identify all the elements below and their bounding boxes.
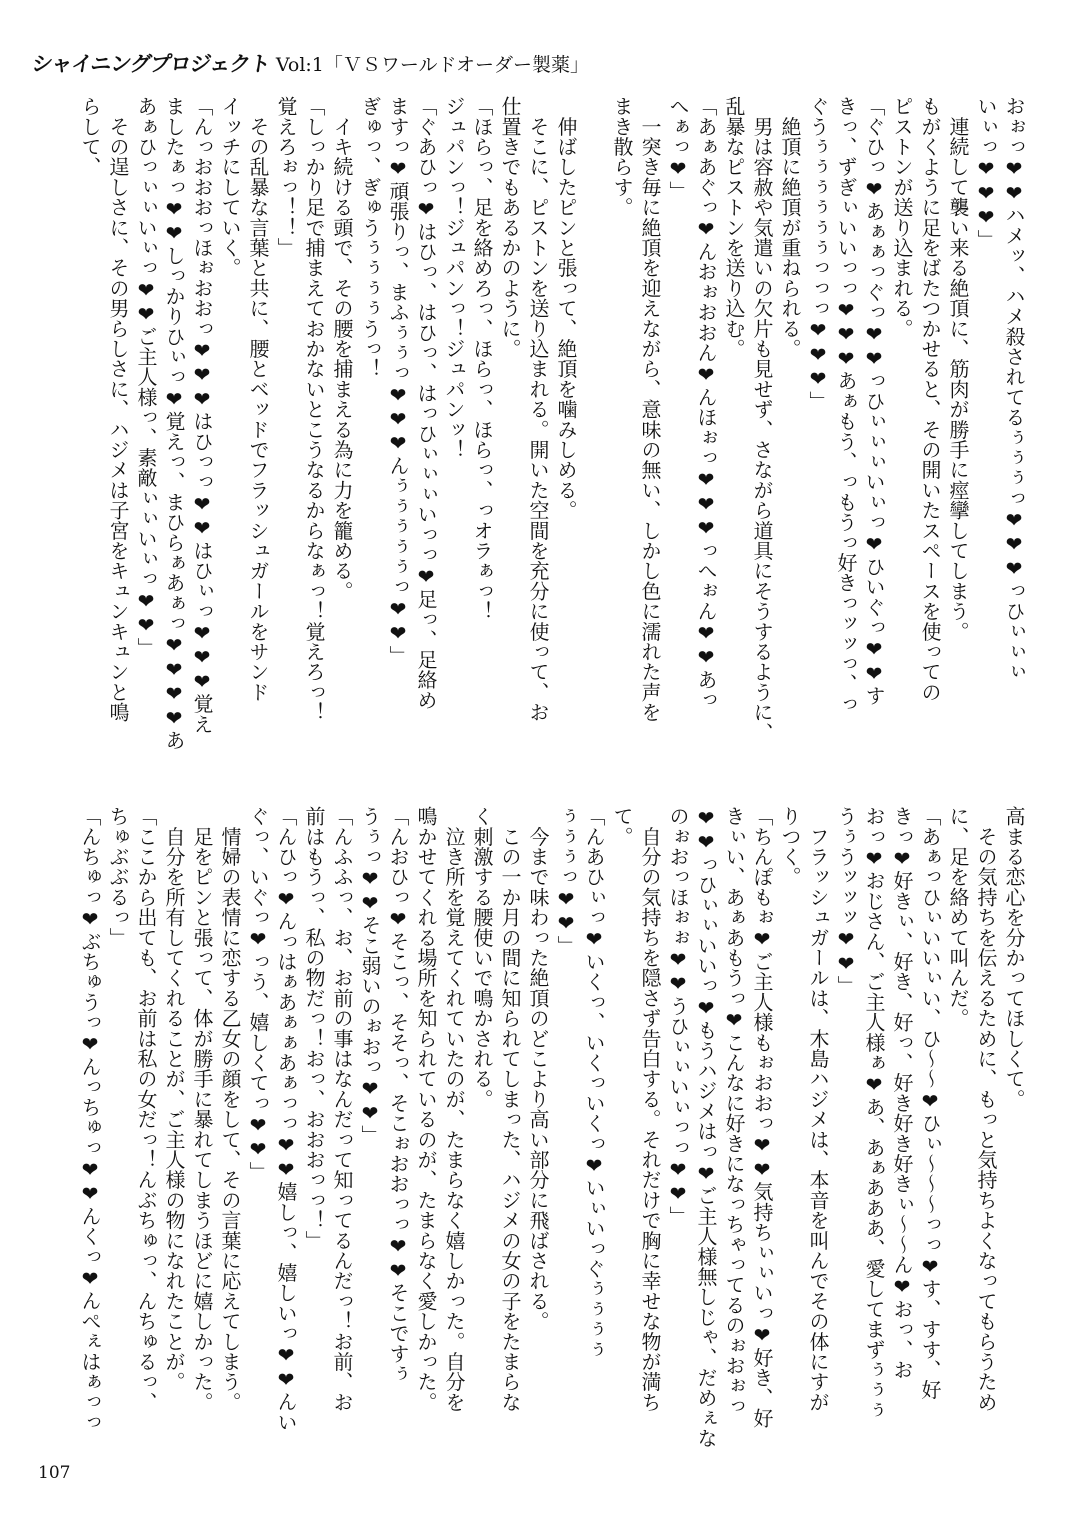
text-line: 「んっおおおっほぉおおっ❤❤❤はひっっ❤❤はひぃっ❤❤❤覚え (190, 96, 214, 734)
text-line: イキ続ける頭で、その腰を捕まえる為に力を籠める。 (330, 96, 354, 601)
text-line: 情婦の表情に恋する乙女の顔をして、その言葉に応えてしまう。 (218, 806, 242, 1412)
text-line: その乱暴な言葉と共に、腰とベッドでフラッシュガールをサンド (246, 96, 270, 702)
text-line: 鳴かせてくれる場所を知られているのが、たまらなく愛しかった。 (414, 806, 438, 1412)
series-logo: シャイニングプロジェクト (30, 52, 272, 76)
text-line (580, 96, 608, 776)
text-line: おぉっ❤❤ハメッ、ハメ殺されてるぅぅぅっ❤❤❤っひぃぃぃ (1002, 96, 1026, 682)
text-line: ぐっ、いぐっ❤っう、嬉しくてっ❤❤」 (246, 806, 270, 1182)
text-line: 覚えろぉっ！！」 (274, 96, 298, 258)
text-line: ますっ❤頑張りっ、まふぅぅっ❤❤❤んぅぅぅぅぅっ❤❤」 (386, 96, 410, 666)
page-number: 107 (38, 1463, 71, 1483)
text-line: りつく。 (778, 806, 802, 887)
text-line: 「ぐひっ❤あぁぁっぐっ❤❤っひぃぃぃいぃっ❤ひいぐっ❤❤す (862, 96, 886, 706)
text-line: 「んあひぃっ❤いくっ、いくっいくっ❤いぃいっぐぅぅぅぅ (582, 806, 606, 1360)
text-line: 「ここから出ても、お前は私の女だっ！んぶちゅっ、んちゅるっ、 (134, 806, 158, 1412)
text-line: そこに、ピストンを送り込まれる。開いた空間を充分に使って、お (526, 96, 550, 723)
text-line: 「んちゅっ❤ぶちゅうっ❤んっちゅっ❤❤んくっ❤んぺぇはぁっっ (78, 806, 102, 1432)
text-line: 「ぐあひっ❤はひっ、はひっ、はっひぃぃぃいっっ❤足っ、足絡め (414, 96, 438, 710)
text-line: ジュパンっ！ジュパンっ！ジュパンッ！ (442, 96, 466, 460)
text-line: ❤❤っひぃぃいいっ❤もうハジメはっ❤ご主人様無しじゃ、だめぇな (694, 806, 718, 1449)
text-line: 自分を所有してくれることが、ご主人様の物になれたことが。 (162, 806, 186, 1392)
text-line: うぅうッッッ❤❤」 (834, 806, 858, 996)
text-line: その逞しさに、その男らしさに、ハジメは子宮をキュンキュンと鳴 (106, 96, 130, 723)
text-line: 「んひっ❤んっはぁあぁぁあぁっっ❤❤嬉しっ、嬉しいっ❤❤んい (274, 806, 298, 1432)
text-line: ぎゅっ、ぎゅうぅぅぅぅうっ！ (358, 96, 382, 379)
text-line: 「しっかり足で捕まえておかないとこうなるからなぁっ！覚えろっ！ (302, 96, 326, 723)
text-line: ピストンが送り込まれる。 (890, 96, 914, 339)
text-line: 「あぁあぐっ❤んおぉおおん❤んほぉっ❤❤❤っへぉん❤❤あっ (694, 96, 718, 710)
text-line: く刺激する腰使いで鳴かされる。 (470, 806, 494, 1109)
text-line: この一か月の間に知られてしまった、ハジメの女の子をたまらな (498, 806, 522, 1412)
running-header (32, 48, 589, 82)
text-line: イッチにしていく。 (218, 96, 242, 278)
text-line: 「あぁっひぃいいぃい、ひ〜〜❤ひぃ〜〜〜っっ❤す、すす、好 (918, 806, 942, 1400)
text-line: て。 (610, 806, 634, 847)
text-line: ましたぁっ❤❤しっかりひぃっ❤覚えっ、まひらぁあぁっ❤❤❤❤あ (162, 96, 186, 751)
text-line: 「ちんぽもぉ❤ご主人様もぉおおっ❤❤気持ちぃぃいっ❤好き、好 (750, 806, 774, 1428)
text-line: 前はもうっ、私の物だっ！おっ、おおおっっ！」 (302, 806, 326, 1251)
text-line: きぃい、あぁあもうっ❤こんなに好きになっちゃってるのぉおぉっ (722, 806, 746, 1416)
text-line: きっ❤好きぃ、好き、好っ、好き好き好きぃ〜〜ん❤おっ、お (890, 806, 914, 1380)
text-line: らして、 (78, 96, 102, 177)
text-line: うぅっ❤❤そこ弱いのぉおっ❤❤」 (358, 806, 382, 1146)
text-block-upper (72, 96, 1028, 776)
text-line: 今まで味わった絶頂のどこより高い部分に飛ばされる。 (526, 806, 550, 1332)
text-line: 「ほらっ、足を絡めろっ、ほらっ、ほらっ、っオラぁっ！ (470, 96, 494, 622)
text-line: のぉおっほぉぉ❤❤うひぃぃいぃっっ❤❤」 (666, 806, 690, 1226)
text-line: 「んおひっ❤そこっ、そそっ、そこぉおおっっ❤❤そこですぅ (386, 806, 410, 1384)
text-line: 足をピンと張って、体が勝手に暴れてしまうほどに嬉しかった。 (190, 806, 214, 1412)
text-line: 高まる恋心を分かってほしくて。 (1002, 806, 1026, 1109)
text-line: おっ❤おじさん、ご主人様ぁ❤あ、あぁあああ、愛してまずぅぅぅ (862, 806, 886, 1420)
text-line: もがくように足をばたつかせると、その開いたスペースを使っての (918, 96, 942, 702)
text-line: 自分の気持ちを隠さず告白する。それだけで胸に幸せな物が満ち (638, 806, 662, 1412)
text-line: 一突き毎に絶頂を迎えながら、意味の無い、しかし色に濡れた声を (638, 96, 662, 723)
text-line: へぁっ❤」 (666, 96, 690, 201)
text-line: 「んふふっ、お、お前の事はなんだって知ってるんだっ！お前、お (330, 806, 354, 1412)
text-line: 絶頂に絶頂が重ねられる。 (778, 96, 802, 359)
text-line: きっ、ずぎぃいいっっ❤❤❤あぁもう、っもうっ好きっッッっ、っ (834, 96, 858, 714)
text-line: 仕置きでもあるかのように。 (498, 96, 522, 359)
text-line: あぁひっぃぃいぃっ❤❤ご主人様っ、素敵ぃぃいぃっ❤❤」 (134, 96, 158, 658)
text-line: 乱暴なピストンを送り込む。 (722, 96, 746, 359)
text-line: いぃっ❤❤❤」 (974, 96, 998, 250)
text-line: 男は容赦や気遣いの欠片も見せず、さながら道具にそうするように、 (750, 96, 774, 743)
text-line: その気持ちを伝えるために、もっと気持ちよくなってもらうため (974, 806, 998, 1412)
volume-title: Vol:1「ＶＳワールドオーダー製薬」 (275, 54, 589, 76)
text-line: まき散らす。 (610, 96, 634, 218)
text-line: 泣き所を覚えてくれていたのが、たまらなく嬉しかった。自分を (442, 806, 466, 1412)
text-line: 伸ばしたピンと張って、絶頂を噛みしめる。 (554, 96, 578, 521)
text-line: 連続して襲い来る絶頂に、筋肉が勝手に痙攣してしまう。 (946, 96, 970, 642)
text-line: ちゅぶぶるっ」 (106, 806, 130, 948)
text-line: ぐうぅぅぅぅぅぅっっっ❤❤❤」 (806, 96, 830, 411)
text-block-lower (72, 806, 1028, 1456)
text-line: ぅぅぅっ❤❤」 (554, 806, 578, 956)
text-line: フラッシュガールは、木島ハジメは、本音を叫んでその体にすが (806, 806, 830, 1412)
text-line: に、足を絡めて叫んだ。 (946, 806, 970, 1029)
